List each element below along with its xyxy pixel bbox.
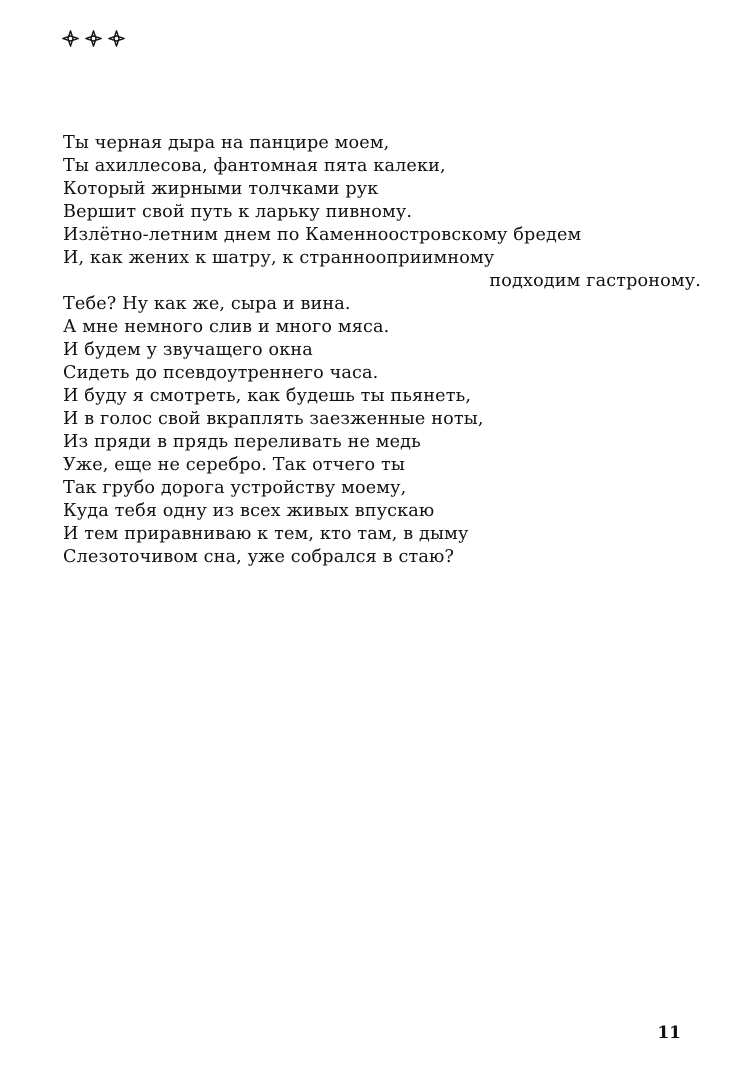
poem-line: Слезоточивом сна, уже собрался в стаю? [63,547,455,567]
poem-line-continuation: подходим гастроному. [489,271,701,291]
four-point-star-icon [62,30,79,47]
poem-line: И в голос свой вкраплять заезженные ноты, [63,409,484,429]
four-point-star-icon [108,30,125,47]
poem-line: Так грубо дорога устройству моему, [63,478,407,498]
poem-line: И тем приравниваю к тем, кто там, в дыму [63,524,469,544]
poem-line: Ты черная дыра на панцире моем, [63,133,390,153]
poem-line: Вершит свой путь к ларьку пивному. [63,202,413,222]
four-point-star-icon [85,30,102,47]
poem-line: Куда тебя одну из всех живых впускаю [63,501,435,521]
poem-line: Тебе? Ну как же, сыра и вина. [63,294,351,314]
page-number: 11 [657,1023,681,1043]
poem-line: Сидеть до псевдоутреннего часа. [63,363,379,383]
poem-line: Который жирными толчками рук [63,179,379,199]
poem-line: И, как жених к шатру, к страннооприимному [63,248,495,268]
poem-line: А мне немного слив и много мяса. [63,317,390,337]
poem-line: И буду я смотреть, как будешь ты пьянеть, [63,386,472,406]
poem-body [63,132,703,569]
poem-line: И будем у звучащего окна [63,340,313,360]
poem-line: Излётно-летним днем по Каменноостровскому бредем [63,225,582,245]
poem-line: Уже, еще не серебро. Так отчего ты [63,455,405,475]
poem-line: Из пряди в прядь переливать не медь [63,432,421,452]
section-ornament [62,30,125,47]
poem-line: Ты ахиллесова, фантомная пята калеки, [63,156,446,176]
